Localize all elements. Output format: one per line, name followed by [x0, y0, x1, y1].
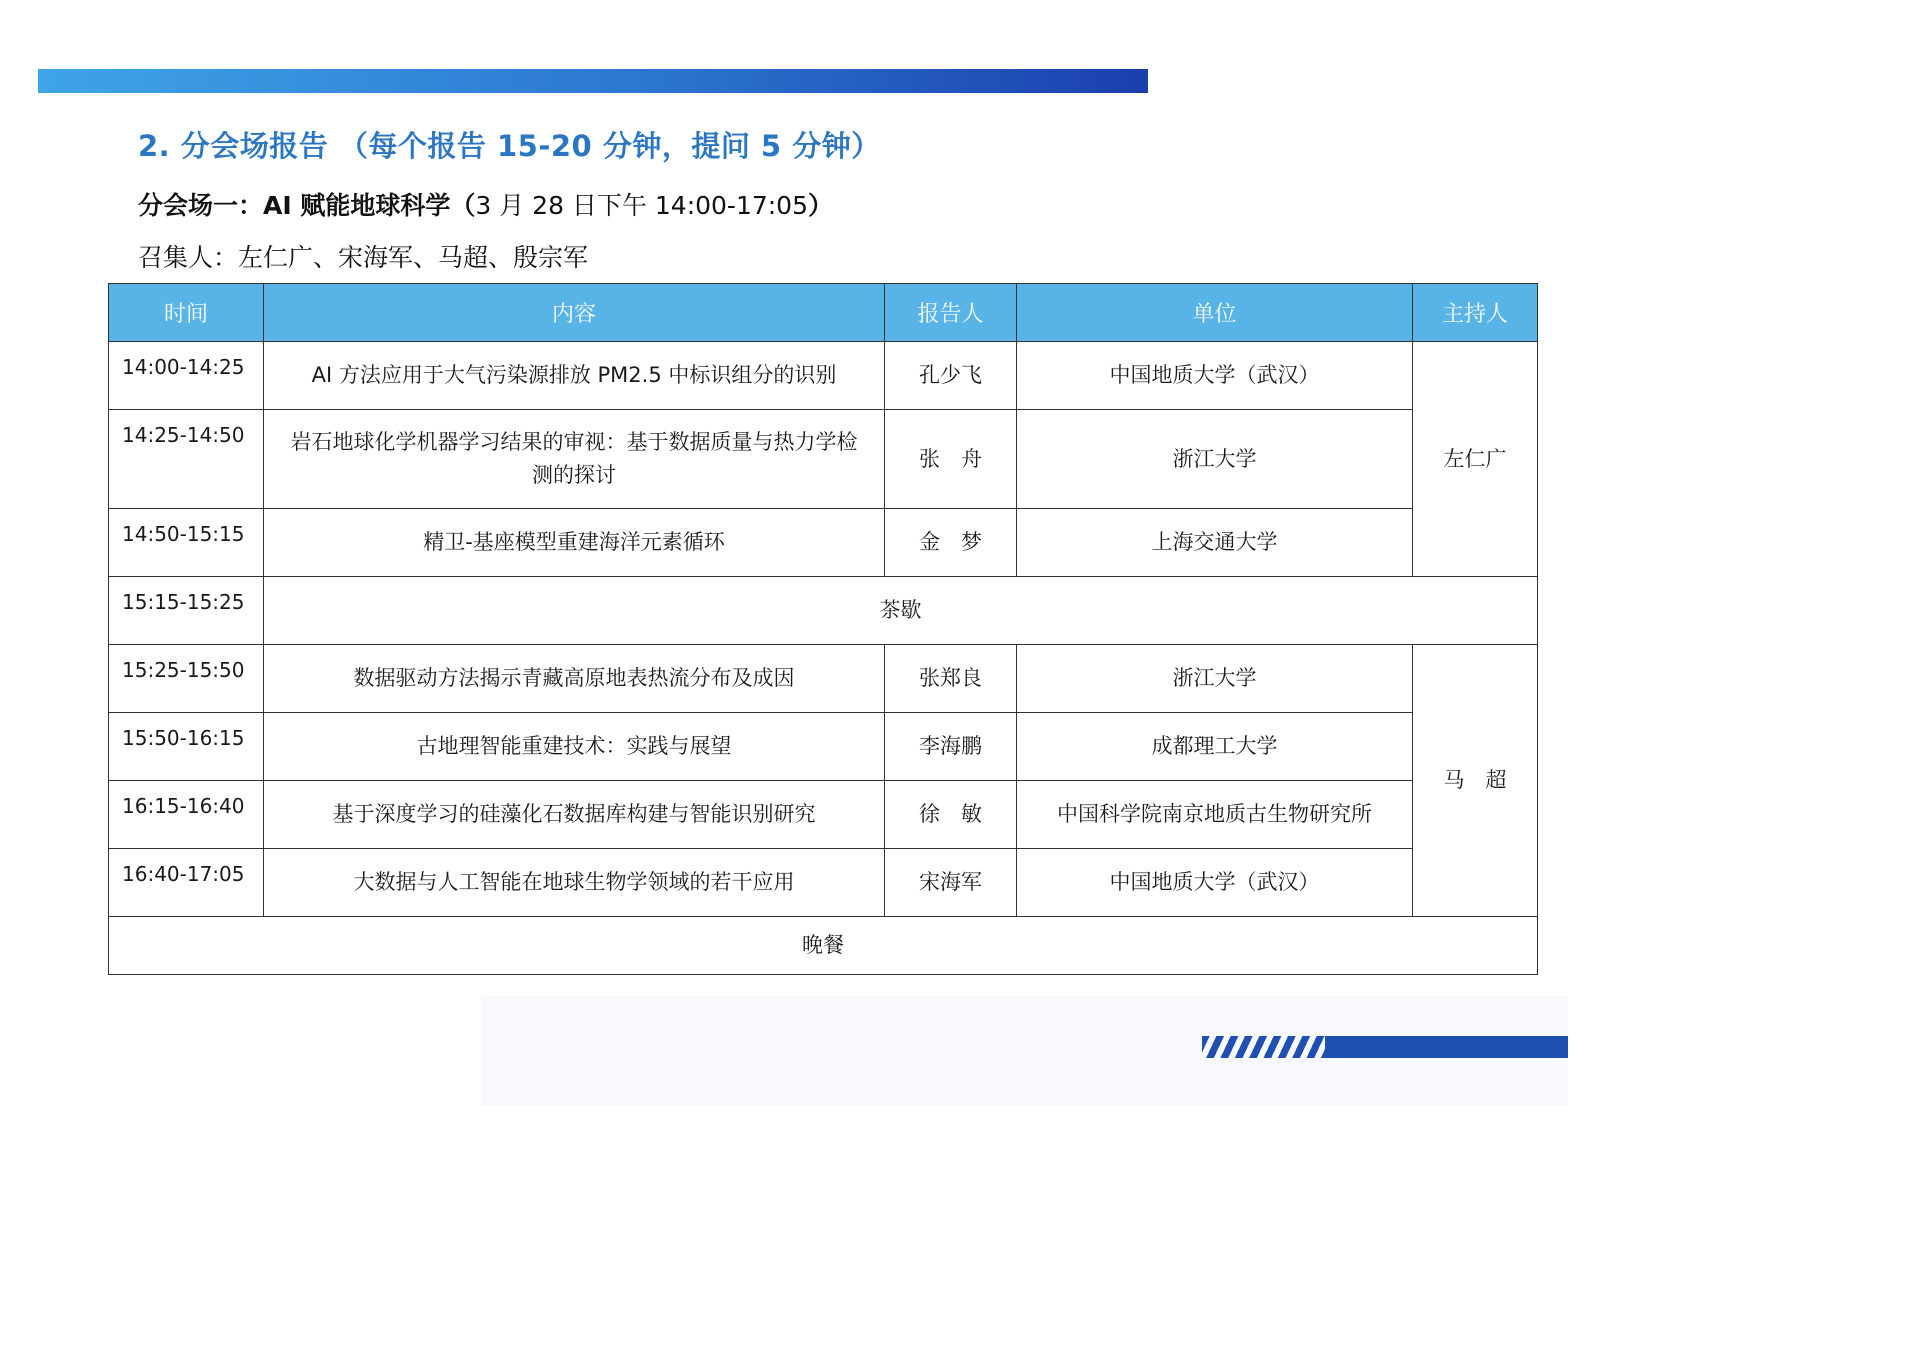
header-accent-bar — [38, 69, 1148, 93]
unit-cell: 浙江大学 — [1017, 645, 1413, 713]
table-row — [109, 849, 1538, 917]
tea-break-cell: 茶歇 — [264, 577, 1538, 645]
dinner-cell: 晚餐 — [109, 917, 1538, 975]
time-cell: 16:15-16:40 — [109, 781, 264, 849]
unit-cell: 成都理工大学 — [1017, 713, 1413, 781]
speaker-cell: 张 舟 — [885, 410, 1017, 509]
table-row — [109, 645, 1538, 713]
header-content: 内容 — [264, 284, 885, 342]
content-cell: 数据驱动方法揭示青藏高原地表热流分布及成因 — [264, 645, 885, 713]
content-cell: AI 方法应用于大气污染源排放 PM2.5 中标识组分的识别 — [264, 342, 885, 410]
session-heading — [138, 186, 833, 222]
header-unit: 单位 — [1017, 284, 1413, 342]
footer-stripes-decoration — [1202, 1036, 1332, 1058]
header-host: 主持人 — [1413, 284, 1538, 342]
speaker-cell: 孔少飞 — [885, 342, 1017, 410]
time-cell: 16:40-17:05 — [109, 849, 264, 917]
table-header-row — [109, 284, 1538, 342]
speaker-cell: 徐 敏 — [885, 781, 1017, 849]
content-cell: 大数据与人工智能在地球生物学领域的若干应用 — [264, 849, 885, 917]
unit-cell: 中国科学院南京地质古生物研究所 — [1017, 781, 1413, 849]
table-row — [109, 781, 1538, 849]
unit-cell: 中国地质大学（武汉） — [1017, 849, 1413, 917]
speaker-cell: 宋海军 — [885, 849, 1017, 917]
convener-line: 召集人：左仁广、宋海军、马超、殷宗军 — [138, 243, 589, 272]
table-row-break — [109, 577, 1538, 645]
unit-cell: 上海交通大学 — [1017, 509, 1413, 577]
unit-cell: 中国地质大学（武汉） — [1017, 342, 1413, 410]
time-cell: 14:50-15:15 — [109, 509, 264, 577]
content-cell: 古地理智能重建技术：实践与展望 — [264, 713, 885, 781]
content-cell: 基于深度学习的硅藻化石数据库构建与智能识别研究 — [264, 781, 885, 849]
table-row — [109, 509, 1538, 577]
content-cell: 岩石地球化学机器学习结果的审视：基于数据质量与热力学检测的探讨 — [264, 410, 885, 509]
table-row — [109, 410, 1538, 509]
header-time: 时间 — [109, 284, 264, 342]
table-row-dinner — [109, 917, 1538, 975]
section-title: 2. 分会场报告 （每个报告 15-20 分钟，提问 5 分钟） — [138, 129, 881, 163]
session-time: 3 月 28 日下午 14:00-17:05 — [475, 191, 808, 220]
time-cell: 14:00-14:25 — [109, 342, 264, 410]
session-paren-open: （ — [450, 191, 476, 220]
content-cell: 精卫-基座模型重建海洋元素循环 — [264, 509, 885, 577]
header-speaker: 报告人 — [885, 284, 1017, 342]
session-paren-close: ） — [808, 191, 834, 220]
time-cell: 14:25-14:50 — [109, 410, 264, 509]
time-cell: 15:50-16:15 — [109, 713, 264, 781]
speaker-cell: 金 梦 — [885, 509, 1017, 577]
table-row — [109, 342, 1538, 410]
session-name: 分会场一：AI 赋能地球科学 — [138, 191, 451, 220]
schedule-table — [108, 283, 1538, 975]
unit-cell: 浙江大学 — [1017, 410, 1413, 509]
host-cell: 左仁广 — [1413, 342, 1538, 577]
time-cell: 15:25-15:50 — [109, 645, 264, 713]
footer-accent-bar — [1325, 1036, 1568, 1058]
table-row — [109, 713, 1538, 781]
speaker-cell: 李海鹏 — [885, 713, 1017, 781]
time-cell: 15:15-15:25 — [109, 577, 264, 645]
speaker-cell: 张郑良 — [885, 645, 1017, 713]
host-cell: 马 超 — [1413, 645, 1538, 917]
